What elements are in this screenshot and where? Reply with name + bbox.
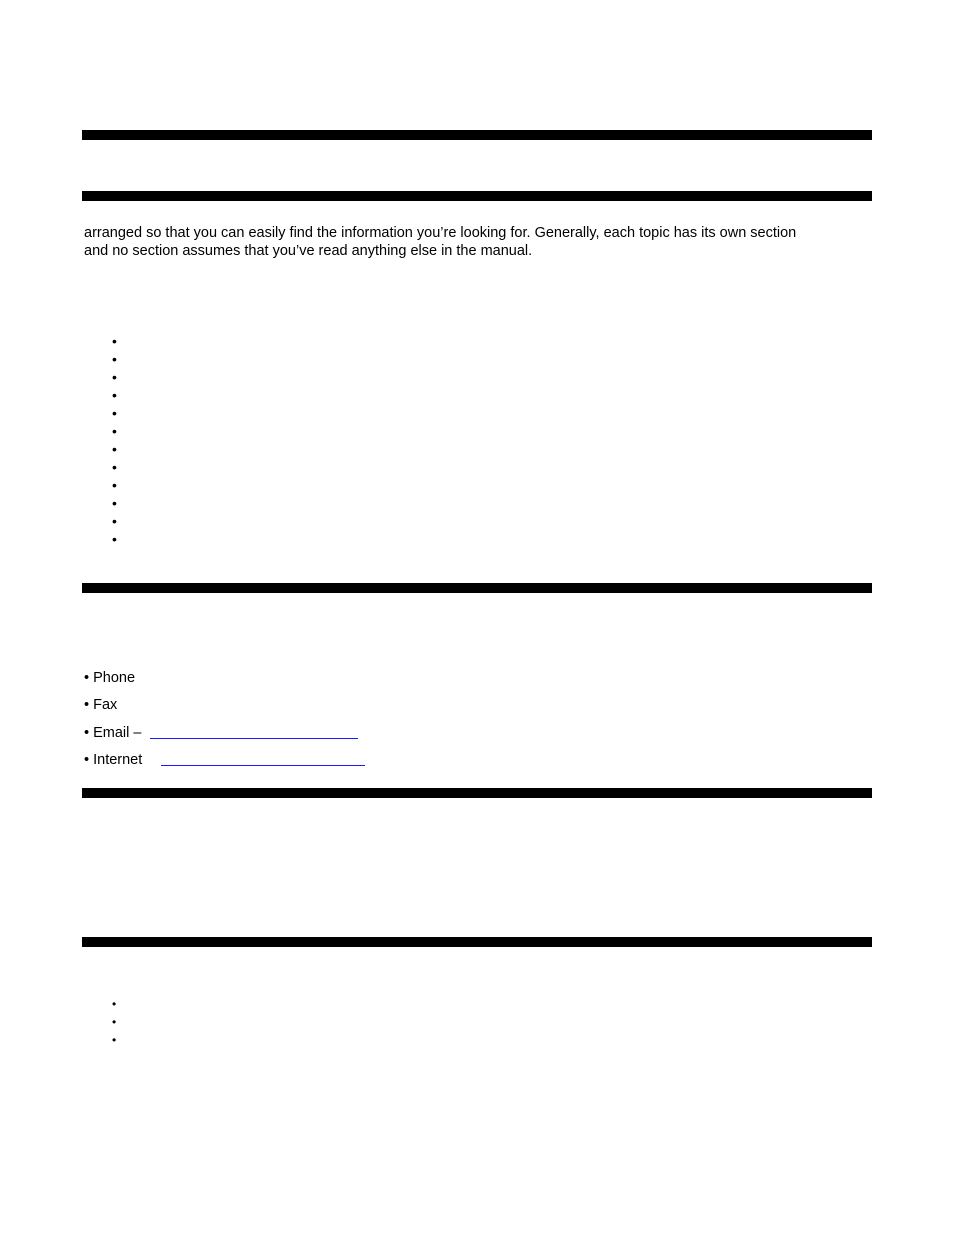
contact-fax <box>84 696 142 723</box>
section-rule-5 <box>82 937 872 947</box>
final-bullet-list <box>112 995 116 1049</box>
list-item: • <box>112 423 117 439</box>
intro-line-2: and no section assumes that you’ve read anything else in the manual. <box>84 243 533 259</box>
section-rule-2 <box>82 191 872 201</box>
intro-paragraph <box>84 224 874 260</box>
list-item: • <box>112 477 117 493</box>
section-rule-3 <box>82 583 872 593</box>
contact-email <box>84 724 142 751</box>
list-item: • <box>112 441 117 457</box>
list-item: • <box>112 387 117 403</box>
list-item: • <box>112 513 117 529</box>
list-item: • <box>112 531 117 547</box>
list-item: • <box>112 997 117 1011</box>
contact-internet <box>84 751 142 778</box>
list-item: • <box>112 1015 117 1029</box>
list-item: • <box>112 351 117 367</box>
section-rule-4 <box>82 788 872 798</box>
internet-label: • Internet <box>84 751 143 768</box>
topic-bullet-list <box>112 332 117 548</box>
list-item: • <box>112 495 117 511</box>
contact-phone <box>84 669 142 696</box>
list-item: • <box>112 1033 117 1047</box>
list-item: • <box>112 333 117 349</box>
fax-label: • Fax <box>84 697 118 714</box>
list-item: • <box>112 405 117 421</box>
contact-list <box>84 669 142 778</box>
email-link[interactable] <box>150 738 358 739</box>
list-item: • <box>112 459 117 475</box>
email-label: • Email – <box>84 724 142 741</box>
phone-label: • Phone <box>84 670 136 686</box>
intro-line-1: arranged so that you can easily find the information you’re looking for. Generally, each topic has its own section <box>84 225 797 241</box>
list-item: • <box>112 369 117 385</box>
section-rule-1 <box>82 130 872 140</box>
website-link[interactable] <box>161 765 365 766</box>
